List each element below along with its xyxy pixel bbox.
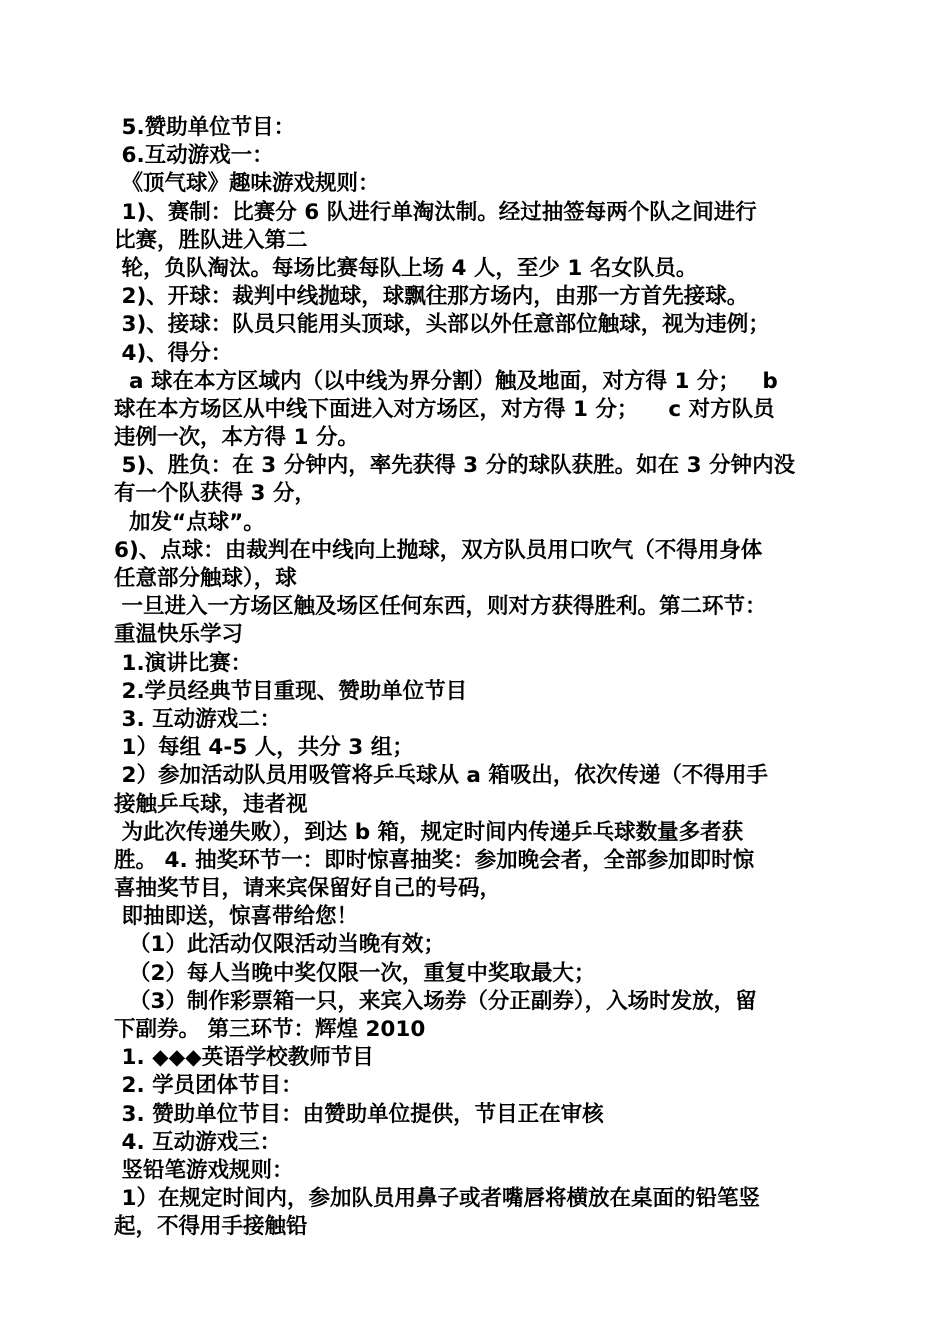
text-line: 1. ◆◆◆英语学校教师节目 [114, 1045, 374, 1071]
text-line: 4)、得分： [114, 340, 233, 366]
text-line: 胜。 4. 抽奖环节一：即时惊喜抽奖：参加晚会者，全部参加即时惊 [114, 847, 755, 873]
text-line: 接触乒乓球，违者视 [114, 791, 308, 817]
text-line: 轮，负队淘汰。每场比赛每队上场 4 人，至少 1 名女队员。 [114, 255, 698, 281]
text-line: 3. 互动游戏二： [114, 706, 282, 732]
text-line: 3)、接球：队员只能用头顶球，头部以外任意部位触球，视为违例； [114, 312, 770, 338]
text-line: 2）参加活动队员用吸管将乒乓球从 a 箱吸出，依次传递（不得用手 [114, 763, 768, 789]
text-line: 1.演讲比赛： [114, 650, 253, 676]
text-line: 有一个队获得 3 分， [114, 481, 316, 507]
text-line: a 球在本方区域内（以中线为界分割）触及地面，对方得 1 分； b [114, 368, 778, 394]
text-line: 6.互动游戏一： [114, 143, 274, 169]
text-line: （3）制作彩票箱一只，来宾入场券（分正副券），入场时发放，留 [114, 988, 757, 1014]
text-line: 重温快乐学习 [114, 622, 244, 648]
text-line: 比赛，胜队进入第二 [114, 227, 308, 253]
text-line: 违例一次，本方得 1 分。 [114, 425, 359, 451]
text-line: 5)、胜负：在 3 分钟内，率先获得 3 分的球队获胜。如在 3 分钟内没 [114, 453, 796, 479]
text-line: 1）在规定时间内，参加队员用鼻子或者嘴唇将横放在桌面的铅笔竖 [114, 1186, 760, 1212]
text-line: 2. 学员团体节目： [114, 1073, 303, 1099]
text-line: 《顶气球》趣味游戏规则： [114, 171, 380, 197]
text-line: 6)、点球：由裁判在中线向上抛球，双方队员用口吹气（不得用身体 [114, 537, 763, 563]
text-line: 1）每组 4-5 人，共分 3 组； [114, 735, 414, 761]
text-line: （1）此活动仅限活动当晚有效； [114, 932, 445, 958]
document-body [114, 114, 844, 1242]
text-line: 任意部分触球），球 [114, 566, 297, 591]
text-line: 为此次传递失败），到达 b 箱，规定时间内传递乒乓球数量多者获 [114, 819, 744, 845]
text-line: 2)、开球：裁判中线抛球，球飘往那方场内，由那一方首先接球。 [114, 284, 749, 310]
text-line: 加发“点球”。 [114, 509, 265, 535]
text-line: 球在本方场区从中线下面进入对方场区，对方得 1 分； c 对方队员 [114, 396, 775, 422]
text-line: 起，不得用手接触铅 [114, 1214, 308, 1240]
text-line: 喜抽奖节目，请来宾保留好自己的号码， [114, 876, 502, 902]
text-line: 2.学员经典节目重现、赞助单位节目 [114, 678, 468, 704]
text-line: （2）每人当晚中奖仅限一次，重复中奖取最大； [114, 960, 596, 986]
text-line: 4. 互动游戏三： [114, 1129, 282, 1155]
text-line: 即抽即送，惊喜带给您！ [114, 904, 358, 930]
text-line: 竖铅笔游戏规则： [114, 1157, 294, 1183]
text-line: 1)、赛制：比赛分 6 队进行单淘汰制。经过抽签每两个队之间进行 [114, 199, 757, 225]
text-line: 下副券。 第三环节：辉煌 2010 [114, 1017, 426, 1042]
text-line: 5.赞助单位节目： [114, 115, 296, 140]
text-line: 3. 赞助单位节目：由赞助单位提供，节目正在审核 [114, 1101, 604, 1127]
text-line: 一旦进入一方场区触及场区任何东西，则对方获得胜利。第二环节： [114, 594, 767, 620]
